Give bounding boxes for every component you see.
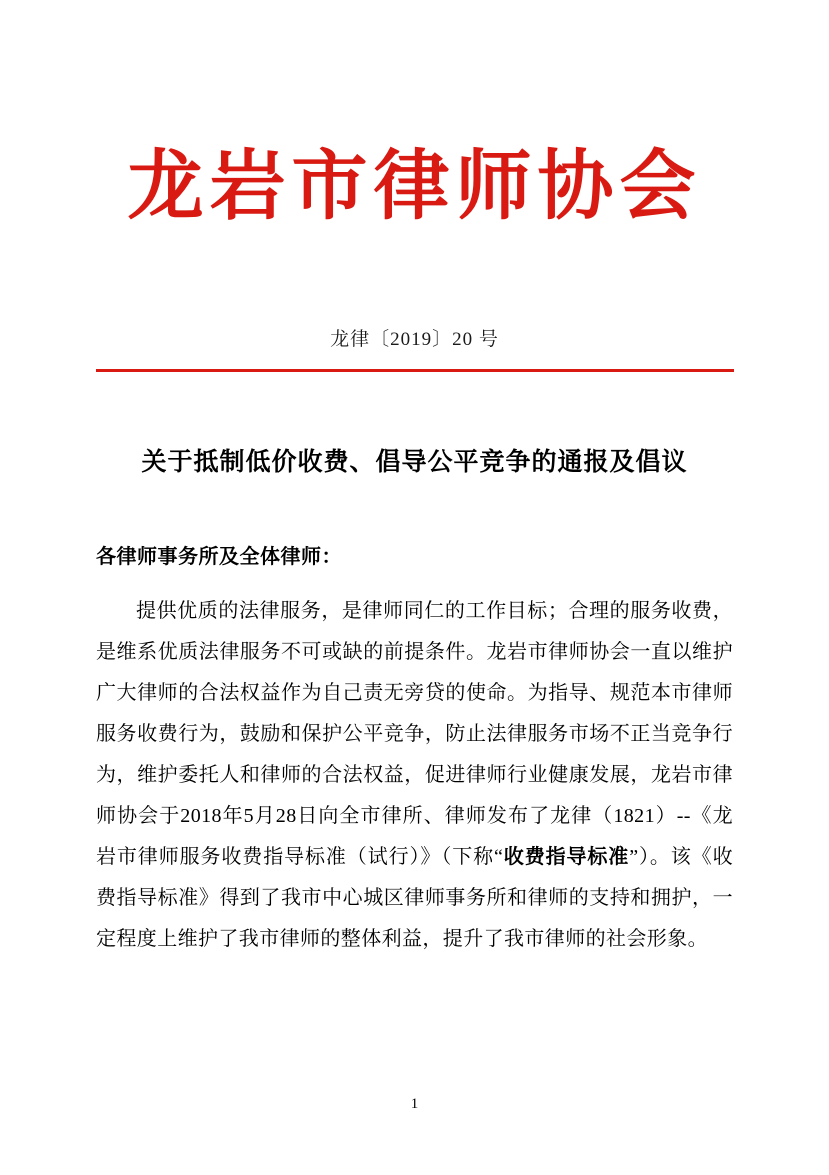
body-paragraph: [96, 591, 733, 960]
salutation: 各律师事务所及全体律师：: [96, 545, 342, 568]
red-divider-rule: [96, 369, 734, 372]
document-number: 龙律〔2019〕20 号: [330, 328, 499, 350]
page-title: 关于抵制低价收费、倡导公平竞争的通报及倡议: [141, 448, 688, 476]
paragraph-text-part-2: ”）。该《收费指导标准》得到了我市中心城区律师事务所和律师的支持和拥护，一定程度上维护了我市律师的整体利益，提升了我市律师的社会形象。: [96, 845, 734, 950]
page-number: 1: [410, 1096, 419, 1112]
organization-masthead: 龙岩市律师协会: [127, 145, 702, 229]
paragraph-emphasis: 收费指导标准: [503, 845, 630, 868]
paragraph-text-part-1: 提供优质的法律服务，是律师同仁的工作目标；合理的服务收费，是维系优质法律服务不可或缺的前提条件。龙岩市律师协会一直以维护广大律师的合法权益作为自己责无旁贷的使命。为指导、规范本市律师服务收费行为，鼓励和保护公平竞争，防止法律服务市场不正当竞争行为，维护委托人和律师的合法权益，促进律师行业健康发展，龙岩市律师协会于2018年5月28日向全市律所、律师发布了龙律（1821）--《龙岩市律师服务收费指导标准（试行）》（下称“: [96, 599, 733, 868]
